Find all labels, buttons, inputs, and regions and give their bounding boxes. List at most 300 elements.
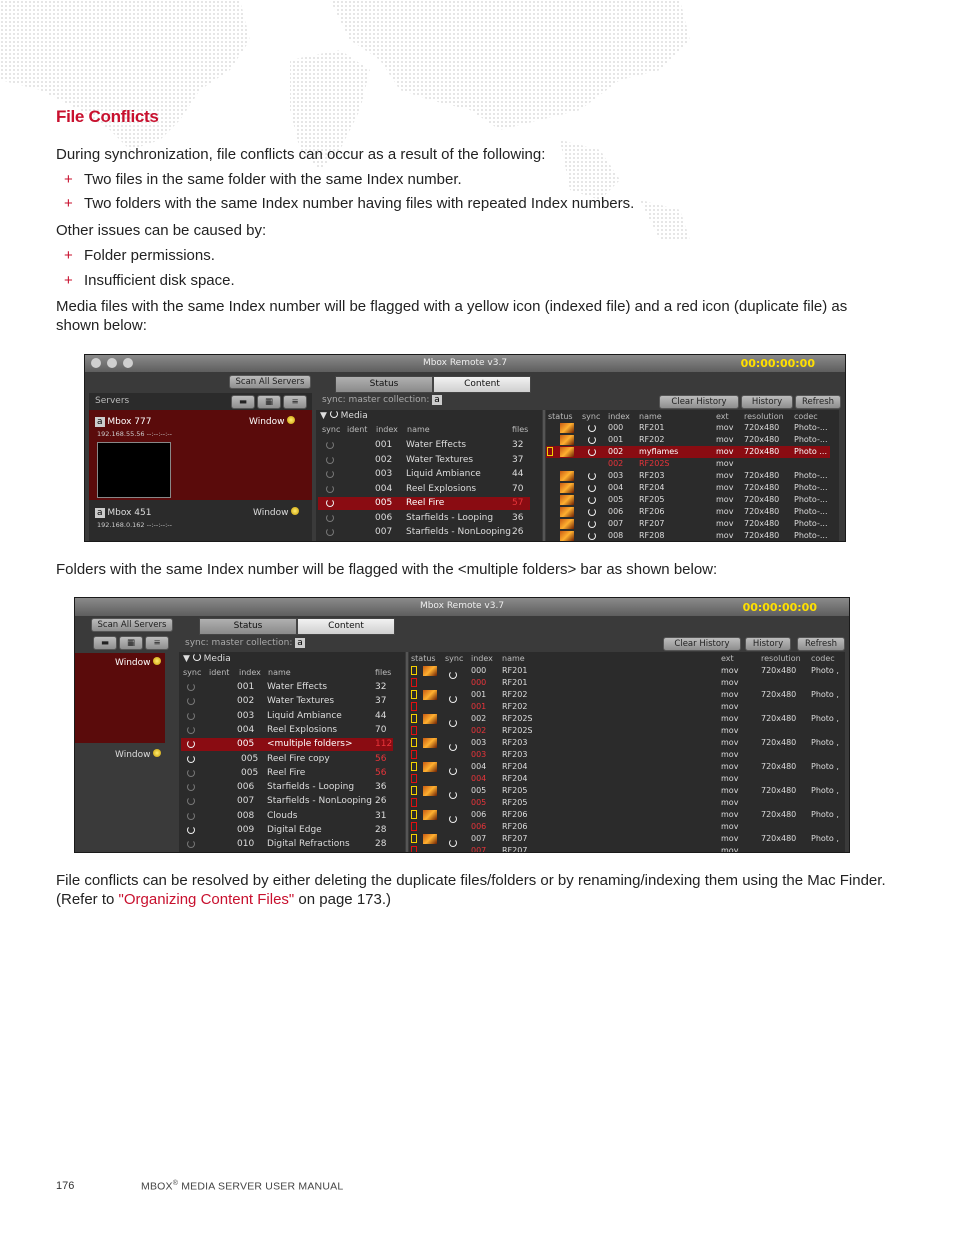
file-row[interactable] xyxy=(409,737,839,749)
file-index: 001 xyxy=(471,690,487,699)
folder-files: 70 xyxy=(375,724,387,735)
file-resolution: 720x480 xyxy=(744,519,780,528)
organizing-content-link[interactable]: "Organizing Content Files" xyxy=(118,891,295,908)
status-ball-icon xyxy=(153,657,161,665)
file-name: RF203 xyxy=(502,738,528,747)
file-name: RF201 xyxy=(639,423,665,432)
folder-row[interactable] xyxy=(318,526,530,539)
file-ext: mov xyxy=(721,750,739,759)
col-header-sync[interactable]: sync xyxy=(322,425,341,434)
sync-icon[interactable] xyxy=(187,740,195,753)
folder-index: 001 xyxy=(375,440,393,450)
refresh-button[interactable]: Refresh xyxy=(795,395,841,409)
col-header-name[interactable]: name xyxy=(639,412,662,421)
tab-content[interactable]: Content xyxy=(297,618,395,635)
server-ip: 192.168.0.162 --:--:--:-- xyxy=(97,521,172,529)
col-header-files[interactable]: files xyxy=(375,668,392,677)
file-row[interactable] xyxy=(409,677,839,689)
multiple-folders-bar: <multiple folders> xyxy=(267,739,353,750)
file-row[interactable] xyxy=(409,701,839,713)
file-index: 007 xyxy=(471,846,487,853)
folder-row[interactable] xyxy=(181,781,393,794)
file-index: 002 xyxy=(471,726,487,735)
file-name: RF204 xyxy=(502,774,528,783)
file-codec: Photo , xyxy=(811,786,839,795)
col-header-resolution[interactable]: resolution xyxy=(761,654,801,663)
scan-all-servers-button[interactable]: Scan All Servers xyxy=(229,375,311,389)
folder-files: 31 xyxy=(375,810,387,821)
mbox-remote-screenshot-1 xyxy=(84,354,846,542)
file-row[interactable] xyxy=(546,422,830,434)
view-list-icon[interactable]: ≡ xyxy=(145,636,169,650)
file-row[interactable] xyxy=(409,833,839,845)
folder-row[interactable] xyxy=(318,497,530,510)
folder-name: Liquid Ambiance xyxy=(267,710,342,721)
file-index: 006 xyxy=(471,810,487,819)
folder-row[interactable] xyxy=(181,838,393,851)
folder-index: 005 xyxy=(375,498,393,508)
file-resolution: 720x480 xyxy=(761,810,797,819)
bullet-item: + Insufficient disk space. xyxy=(64,272,235,289)
view-list-icon[interactable]: ≡ xyxy=(283,395,307,409)
file-ext: mov xyxy=(721,846,739,853)
file-resolution: 720x480 xyxy=(761,762,797,771)
file-row[interactable] xyxy=(409,689,839,701)
file-resolution: 720x480 xyxy=(744,447,780,456)
file-ext: mov xyxy=(721,690,739,699)
file-row[interactable] xyxy=(409,797,839,809)
section-heading: File Conflicts xyxy=(56,107,159,126)
window-titlebar xyxy=(85,355,845,372)
file-codec: Photo ... xyxy=(794,447,827,456)
file-index: 003 xyxy=(471,738,487,747)
file-index: 000 xyxy=(471,678,487,687)
file-codec: Photo-... xyxy=(794,495,828,504)
folder-name: Starfields - Looping xyxy=(267,782,355,793)
file-ext: mov xyxy=(721,738,739,747)
folder-row[interactable] xyxy=(318,468,530,481)
file-name: RF205 xyxy=(502,786,528,795)
file-name: RF205 xyxy=(502,798,528,807)
view-single-icon[interactable]: ▬ xyxy=(93,636,117,650)
folder-index: 008 xyxy=(237,810,255,821)
file-index: 007 xyxy=(471,834,487,843)
folder-row[interactable] xyxy=(318,439,530,452)
server-card[interactable] xyxy=(89,410,312,500)
sync-collection-label: sync: master collection: a xyxy=(322,395,440,405)
col-header-ident[interactable]: ident xyxy=(347,425,368,434)
folder-index: 007 xyxy=(375,527,393,537)
server-name: a Mbox 451 xyxy=(97,508,152,518)
duplicate-file-icon xyxy=(411,846,417,853)
server-card[interactable] xyxy=(75,653,165,743)
sync-icon[interactable] xyxy=(187,683,195,696)
sync-icon[interactable] xyxy=(326,470,334,483)
col-header-ext[interactable]: ext xyxy=(721,654,734,663)
bullet-item: + Two files in the same folder with the same Index number. xyxy=(64,171,462,188)
file-ext: mov xyxy=(721,822,739,831)
file-codec: Photo-... xyxy=(794,471,828,480)
file-ext: mov xyxy=(716,435,734,444)
file-codec: Photo , xyxy=(811,690,839,699)
folder-name: Digital Refractions xyxy=(267,839,350,850)
col-header-name[interactable]: name xyxy=(268,668,291,677)
sync-icon[interactable] xyxy=(187,726,195,739)
folder-row[interactable] xyxy=(318,483,530,496)
col-header-codec[interactable]: codec xyxy=(794,412,818,421)
file-ext: mov xyxy=(721,786,739,795)
file-name: RF205 xyxy=(639,495,665,504)
col-header-files[interactable]: files xyxy=(512,425,529,434)
view-single-icon[interactable]: ▬ xyxy=(231,395,255,409)
file-ext: mov xyxy=(716,447,734,456)
folder-name: Water Textures xyxy=(406,454,474,465)
file-row[interactable] xyxy=(546,458,830,470)
folder-row[interactable] xyxy=(181,724,393,737)
folder-files: 37 xyxy=(375,696,387,707)
folder-index: 007 xyxy=(237,796,255,807)
file-row[interactable] xyxy=(409,821,839,833)
file-resolution: 720x480 xyxy=(761,666,797,675)
file-index: 002 xyxy=(608,447,624,456)
folder-files: 32 xyxy=(512,440,524,450)
file-name: RF204 xyxy=(639,483,665,492)
folder-index: 005 xyxy=(241,753,259,764)
folder-name: Water Textures xyxy=(267,696,335,707)
file-resolution: 720x480 xyxy=(744,531,780,540)
file-row[interactable] xyxy=(409,761,839,773)
folder-index: 006 xyxy=(375,512,393,523)
sync-icon[interactable] xyxy=(187,783,195,796)
file-index: 004 xyxy=(471,762,487,771)
server-window-label: Window xyxy=(253,507,299,520)
folder-files: 37 xyxy=(512,454,524,465)
folder-index: 003 xyxy=(237,710,255,721)
folder-files: 112 xyxy=(375,739,393,750)
col-header-name[interactable]: name xyxy=(502,654,525,663)
status-ball-icon xyxy=(291,507,299,515)
folder-row[interactable] xyxy=(181,810,393,823)
media-paragraph: Media files with the same Index number will be flagged with a yellow icon (indexed file) and a red icon (duplicate file) as shown below: xyxy=(56,298,848,334)
file-row[interactable] xyxy=(409,725,839,737)
sync-icon[interactable] xyxy=(326,528,334,541)
sync-icon[interactable] xyxy=(326,441,334,454)
file-row[interactable] xyxy=(546,446,830,458)
status-ball-icon xyxy=(153,749,161,757)
file-ext: mov xyxy=(721,798,739,807)
folder-name: Reel Explosions xyxy=(406,483,477,494)
sync-icon[interactable] xyxy=(326,514,334,527)
folder-row[interactable] xyxy=(181,681,393,694)
folder-files: 32 xyxy=(375,682,387,692)
file-row[interactable] xyxy=(409,749,839,761)
folder-name: Digital Edge xyxy=(267,825,322,835)
view-grid-icon[interactable]: ▦ xyxy=(119,636,143,650)
file-ext: mov xyxy=(716,423,734,432)
file-codec: Photo-... xyxy=(794,531,828,540)
sync-icon[interactable] xyxy=(326,485,334,498)
sync-icon[interactable] xyxy=(187,712,195,725)
file-row[interactable] xyxy=(409,713,839,725)
col-header-sync[interactable]: sync xyxy=(183,668,202,677)
file-ext: mov xyxy=(716,471,734,480)
sync-icon[interactable] xyxy=(187,826,195,839)
file-row[interactable] xyxy=(546,470,830,482)
folder-files: 44 xyxy=(512,469,524,479)
file-ext: mov xyxy=(721,666,739,675)
server-window-label: Window xyxy=(115,749,161,762)
file-index: 001 xyxy=(471,702,487,711)
folder-index: 004 xyxy=(375,483,393,494)
folder-name: Reel Fire copy xyxy=(267,753,330,764)
file-index: 005 xyxy=(471,786,487,795)
file-resolution: 720x480 xyxy=(761,738,797,747)
window-title: Mbox Remote v3.7 xyxy=(419,601,505,611)
sync-icon[interactable] xyxy=(326,499,334,512)
sync-icon[interactable] xyxy=(187,697,195,710)
file-index: 003 xyxy=(608,471,624,480)
file-ext: mov xyxy=(721,810,739,819)
clear-history-button[interactable]: Clear History xyxy=(663,637,741,651)
col-header-ident[interactable]: ident xyxy=(209,668,230,677)
file-ext: mov xyxy=(716,507,734,516)
file-codec: Photo-... xyxy=(794,507,828,516)
folder-name: Starfields - NonLooping xyxy=(406,527,511,537)
folder-name: Starfields - Looping xyxy=(406,512,494,523)
file-name: RF202S xyxy=(502,726,533,735)
folder-row[interactable] xyxy=(181,767,393,780)
file-row[interactable] xyxy=(409,785,839,797)
file-ext: mov xyxy=(721,834,739,843)
file-index: 006 xyxy=(608,507,624,516)
col-header-index[interactable]: index xyxy=(471,654,493,663)
file-resolution: 720x480 xyxy=(744,483,780,492)
file-ext: mov xyxy=(721,714,739,723)
mbox-remote-screenshot-2 xyxy=(74,597,850,853)
col-header-index[interactable]: index xyxy=(608,412,630,421)
file-ext: mov xyxy=(716,459,734,468)
col-header-sync[interactable]: sync xyxy=(582,412,601,421)
file-row[interactable] xyxy=(546,434,830,446)
folder-index: 010 xyxy=(237,839,255,850)
sync-collection-label: sync: master collection: a xyxy=(185,638,303,648)
file-row[interactable] xyxy=(546,482,830,494)
window-title: Mbox Remote v3.7 xyxy=(422,358,508,368)
folder-index: 005 xyxy=(237,739,255,750)
other-intro-text: Other issues can be caused by: xyxy=(56,222,267,239)
file-codec: Photo , xyxy=(811,810,839,819)
sync-icon[interactable] xyxy=(187,797,195,810)
file-index: 000 xyxy=(608,423,624,432)
servers-panel xyxy=(89,393,312,541)
status-ball-icon xyxy=(287,416,295,424)
file-row[interactable] xyxy=(409,773,839,785)
file-index: 007 xyxy=(608,519,624,528)
col-header-sync[interactable]: sync xyxy=(445,654,464,663)
scan-all-servers-button[interactable]: Scan All Servers xyxy=(91,618,173,632)
folder-files: 26 xyxy=(375,796,387,807)
file-name: RF207 xyxy=(502,834,528,843)
file-index: 005 xyxy=(608,495,624,504)
file-name: RF203 xyxy=(639,471,665,480)
file-index: 000 xyxy=(471,666,487,675)
file-resolution: 720x480 xyxy=(761,786,797,795)
file-row[interactable] xyxy=(546,518,830,530)
intro-text: During synchronization, file conflicts can occur as a result of the following: xyxy=(56,146,546,163)
file-name: RF202S xyxy=(639,459,670,468)
file-ext: mov xyxy=(716,483,734,492)
file-ext: mov xyxy=(716,495,734,504)
folder-name: Starfields - NonLooping xyxy=(267,796,372,807)
folder-files: 36 xyxy=(512,512,524,523)
file-index: 004 xyxy=(471,774,487,783)
file-ext: mov xyxy=(721,678,739,687)
history-button[interactable]: History xyxy=(741,395,793,409)
file-codec: Photo-... xyxy=(794,423,828,432)
file-resolution: 720x480 xyxy=(744,423,780,432)
folder-files: 36 xyxy=(375,782,387,793)
col-header-status[interactable]: status xyxy=(411,654,436,663)
folder-index: 003 xyxy=(375,469,393,479)
file-ext: mov xyxy=(716,519,734,528)
col-header-status[interactable]: status xyxy=(548,412,573,421)
media-root[interactable]: ▼ Media xyxy=(183,654,231,664)
tab-status[interactable]: Status xyxy=(335,376,433,393)
file-name: RF202 xyxy=(639,435,665,444)
folder-files: 56 xyxy=(375,753,387,764)
folder-files: 44 xyxy=(375,710,387,721)
file-resolution: 720x480 xyxy=(761,690,797,699)
file-resolution: 720x480 xyxy=(744,471,780,480)
tab-status[interactable]: Status xyxy=(199,618,297,635)
media-root[interactable]: ▼ Media xyxy=(320,411,368,421)
file-resolution: 720x480 xyxy=(744,507,780,516)
file-name: RF202S xyxy=(502,714,533,723)
file-index: 002 xyxy=(608,459,624,468)
timecode: 00:00:00:00 xyxy=(740,357,815,370)
folder-index: 002 xyxy=(237,696,255,707)
file-name: RF208 xyxy=(639,531,665,540)
view-grid-icon[interactable]: ▦ xyxy=(257,395,281,409)
sync-icon[interactable] xyxy=(187,812,195,825)
file-index: 003 xyxy=(471,750,487,759)
col-header-resolution[interactable]: resolution xyxy=(744,412,784,421)
folder-row[interactable] xyxy=(181,738,393,751)
folder-name: Water Effects xyxy=(267,682,328,692)
sync-icon[interactable] xyxy=(187,840,195,853)
file-codec: Photo-... xyxy=(794,519,828,528)
folder-index: 005 xyxy=(241,767,259,778)
folder-row[interactable] xyxy=(181,795,393,808)
file-row[interactable] xyxy=(409,845,839,853)
file-index: 008 xyxy=(608,531,624,540)
folder-name: Water Effects xyxy=(406,440,467,450)
file-name: RF206 xyxy=(502,810,528,819)
tab-content[interactable]: Content xyxy=(433,376,531,393)
folder-name: Liquid Ambiance xyxy=(406,469,481,479)
file-codec: Photo , xyxy=(811,834,839,843)
file-ext: mov xyxy=(721,726,739,735)
folder-files: 57 xyxy=(512,498,524,508)
folder-name: Reel Fire xyxy=(406,498,445,508)
file-index: 006 xyxy=(471,822,487,831)
file-index: 001 xyxy=(608,435,624,444)
timecode: 00:00:00:00 xyxy=(742,601,817,614)
servers-label: Servers xyxy=(95,396,130,406)
file-index: 005 xyxy=(471,798,487,807)
file-resolution: 720x480 xyxy=(761,714,797,723)
file-row[interactable] xyxy=(409,809,839,821)
sync-icon[interactable] xyxy=(187,769,195,782)
col-header-index[interactable]: index xyxy=(239,668,261,677)
col-header-index[interactable]: index xyxy=(376,425,398,434)
col-header-ext[interactable]: ext xyxy=(716,412,729,421)
refresh-button[interactable]: Refresh xyxy=(797,637,845,651)
folder-row[interactable] xyxy=(181,710,393,723)
file-name: RF207 xyxy=(502,846,528,853)
col-header-codec[interactable]: codec xyxy=(811,654,835,663)
manual-title: MBOX® MEDIA SERVER USER MANUAL xyxy=(141,1180,344,1193)
folder-row[interactable] xyxy=(181,695,393,708)
folder-index: 002 xyxy=(375,454,393,465)
folder-files: 26 xyxy=(512,527,524,537)
server-ip: 192.168.55.56 --:--:--:-- xyxy=(97,430,172,438)
window-titlebar xyxy=(75,598,849,616)
file-name: RF201 xyxy=(502,666,528,675)
file-ext: mov xyxy=(716,531,734,540)
thumbnail xyxy=(560,531,574,542)
folders-paragraph: Folders with the same Index number will be flagged with the <multiple folders> bar as shown below: xyxy=(56,561,718,578)
sync-icon[interactable] xyxy=(588,532,596,542)
page-number: 176 xyxy=(56,1180,75,1192)
file-name: myflames xyxy=(639,447,679,456)
file-row[interactable] xyxy=(546,530,830,542)
file-name: RF202 xyxy=(502,690,528,699)
file-codec: Photo , xyxy=(811,714,839,723)
folder-row[interactable] xyxy=(318,512,530,525)
file-index: 002 xyxy=(471,714,487,723)
folder-row[interactable] xyxy=(318,454,530,467)
file-ext: mov xyxy=(721,702,739,711)
clear-history-button[interactable]: Clear History xyxy=(659,395,739,409)
file-name: RF203 xyxy=(502,750,528,759)
folder-index: 001 xyxy=(237,682,255,692)
sync-icon[interactable] xyxy=(326,456,334,469)
file-name: RF207 xyxy=(639,519,665,528)
file-name: RF201 xyxy=(502,678,528,687)
history-button[interactable]: History xyxy=(745,637,791,651)
folder-name: Reel Explosions xyxy=(267,724,338,735)
folder-files: 28 xyxy=(375,825,387,835)
col-header-name[interactable]: name xyxy=(407,425,430,434)
server-window-label: Window xyxy=(249,416,295,429)
folder-files: 28 xyxy=(375,839,387,850)
bullet-item: + Two folders with the same Index number having files with repeated Index numbers. xyxy=(64,195,635,212)
folder-row[interactable] xyxy=(181,824,393,837)
file-resolution: 720x480 xyxy=(761,834,797,843)
file-codec: Photo , xyxy=(811,666,839,675)
folder-name: Reel Fire xyxy=(267,767,306,778)
server-preview xyxy=(97,442,171,498)
file-row[interactable] xyxy=(409,665,839,677)
sync-icon[interactable] xyxy=(187,755,195,768)
file-row[interactable] xyxy=(546,494,830,506)
file-name: RF206 xyxy=(502,822,528,831)
folder-row[interactable] xyxy=(181,753,393,766)
file-codec: Photo-... xyxy=(794,483,828,492)
file-row[interactable] xyxy=(546,506,830,518)
server-window-label: Window xyxy=(115,657,161,670)
